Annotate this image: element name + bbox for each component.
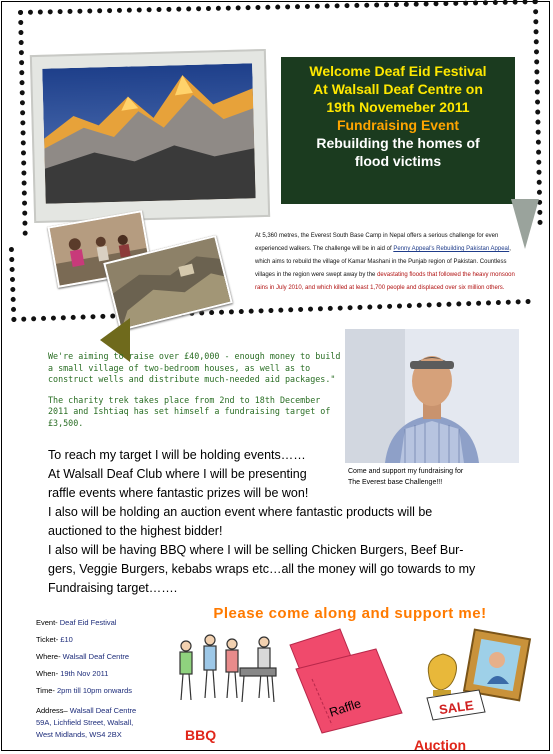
main-line-8: Fundraising target……. bbox=[48, 581, 178, 595]
aim-text bbox=[48, 351, 343, 439]
banner-line-5: Rebuilding the homes of bbox=[316, 135, 480, 151]
detail-when-value: 19th Nov 2011 bbox=[60, 669, 109, 678]
mountain-photo bbox=[42, 63, 255, 203]
main-text bbox=[48, 446, 518, 598]
detail-time-value: 2pm till 10pm onwards bbox=[56, 686, 133, 695]
detail-where bbox=[36, 648, 176, 665]
caption-line-1: Come and support my fundraising for bbox=[348, 468, 464, 475]
portrait-photo bbox=[345, 329, 519, 463]
banner-line-4: Fundraising Event bbox=[336, 117, 460, 133]
detail-event-key: Event- bbox=[36, 618, 60, 627]
main-line-4: I also will be holding an auction event where fantastic products will be bbox=[48, 505, 433, 519]
aim-paragraph-2: The charity trek takes place from 2nd to 18th December 2011 and Ishtiaq has set himself a fundraising target of £3,500. bbox=[48, 394, 331, 428]
detail-when bbox=[36, 665, 176, 682]
main-line-3: raffle events where fantastic prizes will be won! bbox=[48, 486, 309, 500]
everest-paragraph bbox=[255, 230, 527, 295]
bbq-label: BBQ bbox=[185, 727, 217, 743]
detail-time-key: Time- bbox=[36, 686, 57, 695]
sale-sign-text: SALE bbox=[438, 697, 475, 718]
detail-address-line-2: 59A, Lichfield Street, Walsall, bbox=[36, 718, 134, 727]
title-banner bbox=[281, 57, 515, 204]
raffle-tickets-clipart bbox=[286, 625, 406, 737]
detail-where-value: Walsall Deaf Centre bbox=[62, 652, 130, 661]
caption-line-2: The Everest base Challenge!!! bbox=[348, 479, 443, 486]
detail-ticket-value: £10 bbox=[60, 635, 73, 644]
main-line-7: gers, Veggie Burgers, kebabs wraps etc…all the money will go towards to my bbox=[48, 562, 476, 576]
detail-address bbox=[36, 705, 176, 741]
detail-time bbox=[36, 682, 176, 699]
main-line-2: At Walsall Deaf Club where I will be presenting bbox=[48, 467, 307, 481]
detail-where-key: Where- bbox=[36, 652, 63, 661]
penny-appeal-link[interactable]: Penny Appeal's Rebuilding Pakistan Appeal bbox=[393, 246, 510, 252]
aim-paragraph-1: We're aiming to raise over £40,000 - enough money to build a small village of two-bedroom houses, as well as to construct wells and distribute much-needed aid packages." bbox=[48, 351, 341, 385]
auction-clipart bbox=[415, 628, 533, 733]
detail-event-value: Deaf Eid Festival bbox=[59, 618, 117, 627]
main-line-1: To reach my target I will be holding events…… bbox=[48, 448, 306, 462]
main-line-6: I also will be having BBQ where I will be selling Chicken Burgers, Beef Bur- bbox=[48, 543, 464, 557]
mountain-photo-frame bbox=[30, 49, 270, 223]
banner-line-2: At Walsall Deaf Centre on bbox=[313, 81, 483, 97]
please-come-heading: Please come along and support me! bbox=[213, 605, 487, 622]
detail-event bbox=[36, 614, 176, 631]
banner-line-6: flood victims bbox=[354, 153, 442, 169]
raffle-label: Raffle bbox=[327, 696, 363, 720]
detail-address-key: Address– bbox=[36, 706, 70, 715]
detail-ticket bbox=[36, 631, 176, 648]
banner-line-3: 19th Novemeber 2011 bbox=[326, 99, 470, 115]
everest-text-1: At 5,360 metres, the Everest South Base Camp in Nepal offers a serious challenge for even experienced walkers. The challenge will be in aid of bbox=[255, 233, 499, 252]
everest-text-red: devastating floods that followed the heavy monsoon rains in July 2010, and which killed at least 1,700 people and displaced over six million others. bbox=[255, 272, 515, 291]
everest-text-2: , which aims to rebuild the village of Kamar Mashani in the Punjab region of Pakistan. Countless villages in the region were swept away by the bbox=[255, 246, 511, 278]
detail-ticket-key: Ticket- bbox=[36, 635, 61, 644]
detail-when-key: When- bbox=[36, 669, 61, 678]
main-line-5: auctioned to the highest bidder! bbox=[48, 524, 223, 538]
bbq-clipart bbox=[172, 628, 288, 728]
detail-address-line-3: West Midlands, WS4 2BX bbox=[36, 730, 122, 739]
auction-label: Auction bbox=[414, 737, 467, 753]
detail-address-line-1: Walsall Deaf Centre bbox=[69, 706, 137, 715]
event-details bbox=[36, 614, 176, 741]
banner-line-1: Welcome Deaf Eid Festival bbox=[309, 63, 487, 79]
